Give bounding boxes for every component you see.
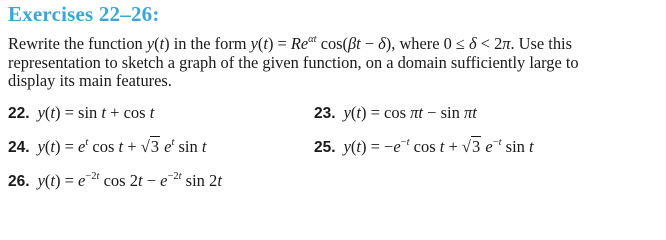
exercises-heading: Exercises 22–26: [8, 2, 160, 26]
exercise-25: 25. $y(t) = -e^{-t}$ cos t + √3 $e^{-t}$ sin t [314, 137, 534, 156]
exercise-number: 25. [314, 139, 336, 156]
exercise-number: 24. [8, 139, 30, 156]
exercise-26: 26. $y(t) = e^{-2t}$ $\cos 2t - e^{-2t}$ sin 2t [8, 171, 222, 190]
exercise-23: 23. y(t) = cos πt − sin πt [314, 103, 477, 122]
exercise-22: 22. y(t) = sin t + cos t [8, 103, 155, 122]
exercise-number: 26. [8, 173, 30, 190]
exercise-number: 23. [314, 105, 336, 122]
exercise-number: 22. [8, 105, 30, 122]
instructions-line-2: representation to sketch a graph of the given function, on a domain sufficiently large to [8, 52, 579, 72]
instructions-line-3: display its main features. [8, 71, 172, 90]
exercise-24: 24. $y(t) = e^t$ cos t + √3 $e^t$ sin t [8, 137, 207, 156]
instructions-paragraph [8, 35, 658, 91]
instructions-line-1: Rewrite the function y(t) in the form $y(t) = Re^{\alpha t}$ cos(βt − δ), where 0 ≤ δ < 2π. Use this [8, 34, 572, 53]
